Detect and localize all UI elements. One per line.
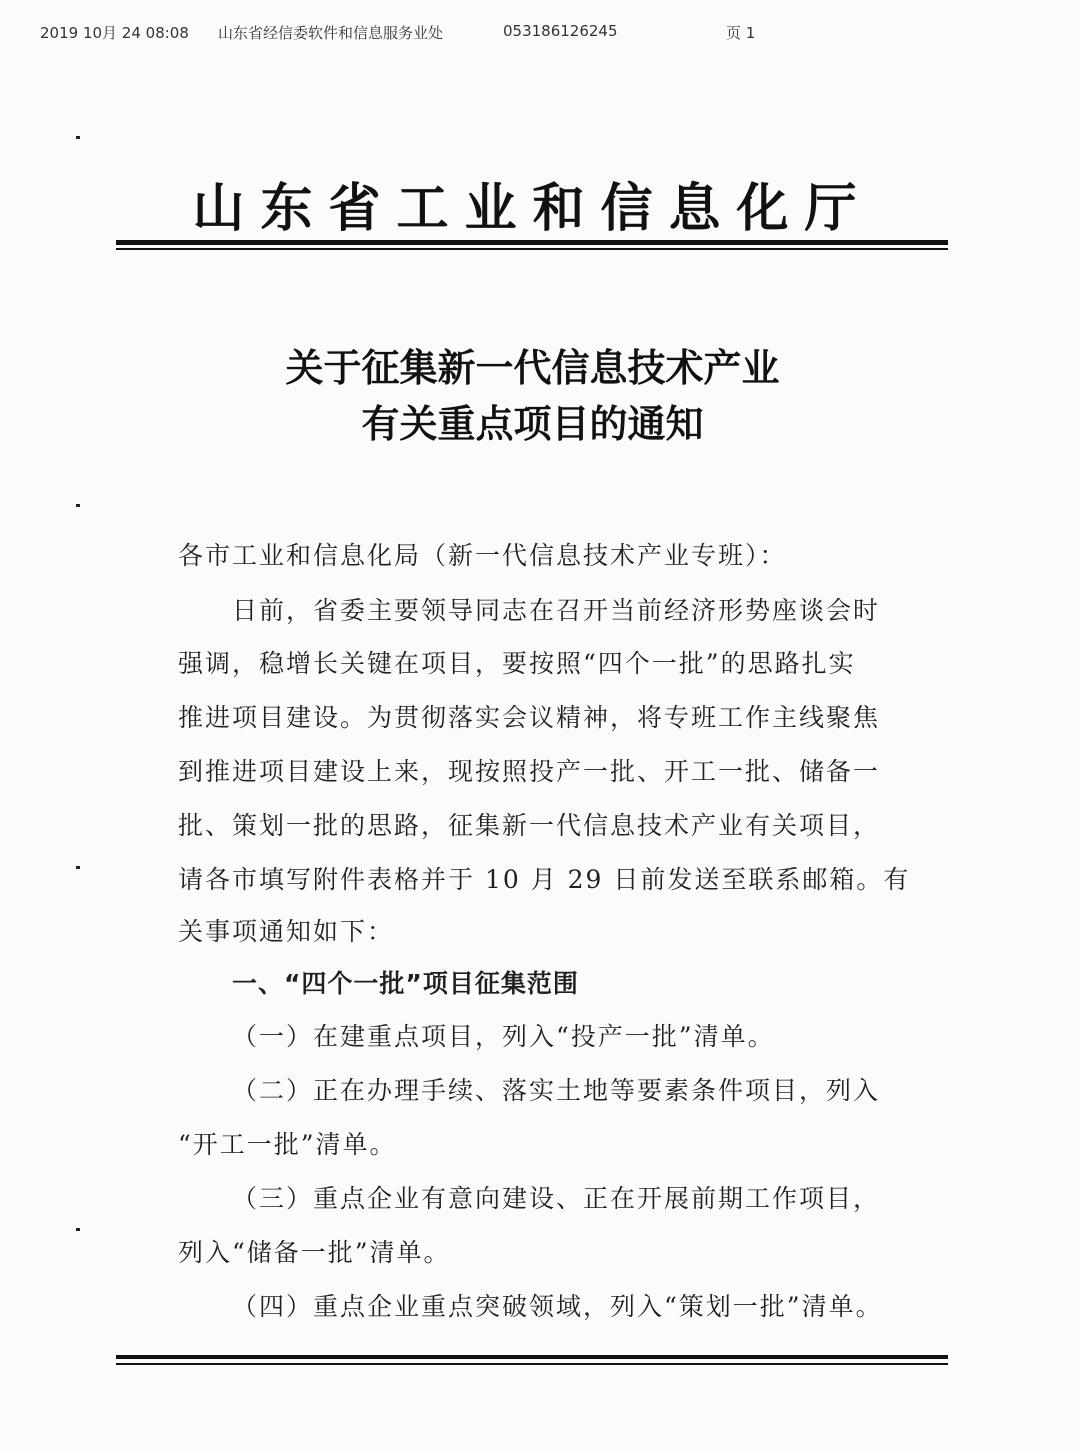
addressee: 各市工业和信息化局（新一代信息技术产业专班）：: [178, 541, 787, 570]
fax-sender: 山东省经信委软件和信息服务业处: [218, 24, 444, 42]
paragraph-line: 请各市填写附件表格并于 10 月 29 日前发送至联系邮箱。有: [178, 865, 911, 894]
list-item: （二）正在办理手续、落实土地等要素条件项目，列入: [232, 1076, 881, 1105]
paragraph-line: 批、策划一批的思路，征集新一代信息技术产业有关项目，: [178, 811, 881, 840]
document-title-line-2: 有关重点项目的通知: [361, 402, 704, 446]
fax-header: [40, 22, 800, 46]
paragraph-line: 日前，省委主要领导同志在召开当前经济形势座谈会时: [232, 596, 881, 625]
fax-date: 2019 10月 24 08:08: [40, 24, 189, 42]
fax-number: 053186126245: [503, 22, 618, 40]
paragraph-line: 到推进项目建设上来，现按照投产一批、开工一批、储备一: [178, 757, 881, 786]
section-heading: 一、“四个一批”项目征集范围: [232, 969, 579, 998]
fax-page-number: 页 1: [726, 24, 756, 42]
footer-rule-thin: [116, 1363, 948, 1365]
list-item: （三）重点企业有意向建设、正在开展前期工作项目，: [232, 1184, 881, 1213]
list-item: （一）在建重点项目，列入“投产一批”清单。: [232, 1022, 775, 1051]
letterhead-organization: 山东省工业和信息化厅: [192, 179, 873, 239]
footer-rule: [116, 1355, 948, 1359]
paragraph-line: 强调，稳增长关键在项目，要按照“四个一批”的思路扎实: [178, 649, 856, 678]
letterhead-rule: [116, 240, 948, 245]
binding-hole-mark: [76, 866, 80, 869]
list-item: （四）重点企业重点突破领域，列入“策划一批”清单。: [232, 1292, 883, 1321]
list-item-continuation: 列入“储备一批”清单。: [178, 1238, 451, 1267]
document-title-line-1: 关于征集新一代信息技术产业: [285, 346, 780, 390]
list-item-continuation: “开工一批”清单。: [178, 1130, 397, 1159]
binding-hole-mark: [76, 504, 80, 507]
letterhead-rule-thin: [116, 248, 948, 250]
paragraph-line: 推进项目建设。为贯彻落实会议精神，将专班工作主线聚焦: [178, 703, 881, 732]
binding-hole-mark: [76, 136, 80, 139]
binding-hole-mark: [76, 1228, 80, 1231]
paragraph-line: 关事项通知如下：: [178, 917, 395, 946]
